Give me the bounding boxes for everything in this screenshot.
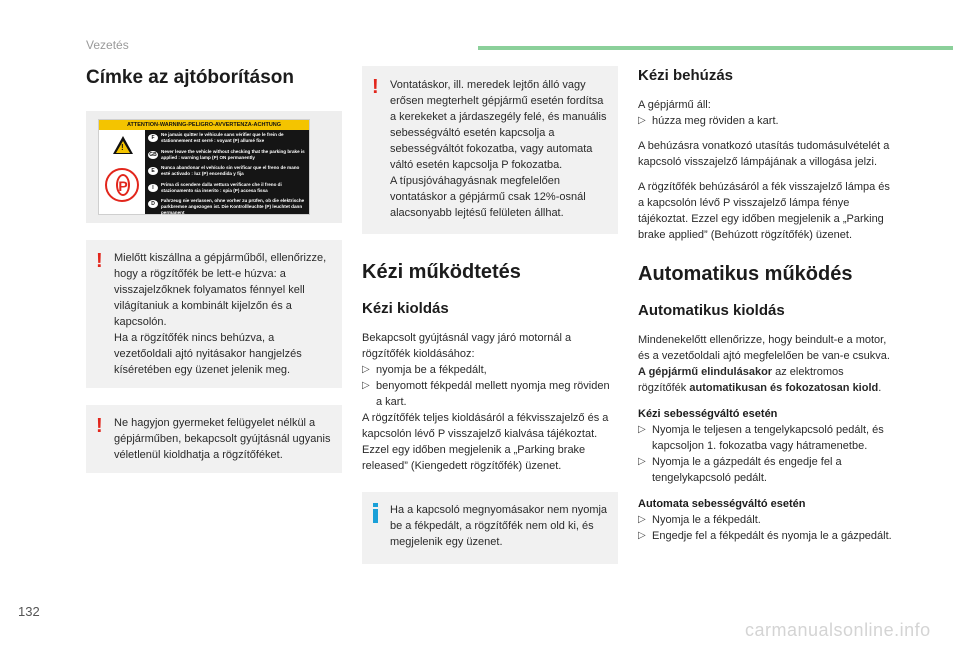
manual-apply-body-1: A behúzásra vonatkozó utasítás tudomásulvételét a kapcsoló visszajelző lámpájának a villogása jelzi. bbox=[638, 140, 890, 168]
country-flag-icon: GB bbox=[149, 151, 157, 158]
automatic-release-title: Automatikus kioldás bbox=[638, 302, 785, 319]
column-3 bbox=[638, 66, 894, 544]
manual-operation-title: Kézi működtetés bbox=[362, 261, 521, 283]
country-flag-icon: E bbox=[148, 167, 158, 175]
list-item: ▷ benyomott fékpedál mellett nyomja meg röviden a kart. bbox=[362, 380, 610, 408]
warning-box bbox=[86, 405, 342, 473]
parking-brake-icon: P bbox=[105, 168, 139, 202]
door-label-image bbox=[86, 111, 342, 223]
list-item: ▷ nyomja be a fékpedált, bbox=[362, 364, 487, 376]
header-accent-bar bbox=[478, 46, 953, 50]
label-row: E Nunca abandonar el vehículo sin verificar que el freno de mano esté activado : luz (P) encendida y fija bbox=[148, 165, 306, 182]
list-item: ▷ Nyomja le teljesen a tengelykapcsoló pedált, és kapcsoljon 1. fokozatba vagy hátramenetbe. bbox=[638, 424, 884, 452]
country-flag-icon: D bbox=[148, 200, 158, 208]
bullet-arrow-icon: ▷ bbox=[638, 514, 646, 525]
warning-box bbox=[362, 66, 618, 234]
bullet-arrow-icon: ▷ bbox=[362, 364, 370, 375]
manual-apply-body-2: A rögzítőfék behúzásáról a fék visszajelző lámpa és a kapcsolón lévő P visszajelző lámpa fénye tájékoztat. Ezzel egy időben megjelenik a „Parking brake applied” (Behúzott rögzítőfék) üzenet. bbox=[638, 181, 890, 241]
manual-release-intro: Bekapcsolt gyújtásnál vagy járó motornál a rögzítőfék kioldásához: bbox=[362, 332, 572, 360]
country-flag-icon: F bbox=[148, 134, 158, 142]
manual-gearbox-title: Kézi sebességváltó esetén bbox=[638, 408, 778, 420]
warning-text: Ne hagyjon gyermeket felügyelet nélkül a gépjárműben, bekapcsolt gyújtásnál ugyanis véletlenül kioldhatja a rögzítőféket. bbox=[114, 417, 331, 461]
warning-exclamation-icon: ! bbox=[372, 76, 379, 98]
list-item: ▷ Engedje fel a fékpedált és nyomja le a gázpedált. bbox=[638, 530, 892, 542]
country-flag-icon: I bbox=[148, 184, 158, 192]
manual-release-body: A rögzítőfék teljes kioldásáról a fékvisszajelző és a kapcsolón lévő P visszajelző kialvása tájékoztat. Ezzel egy időben megjelenik a „Parking brake released” (Kiengedett rögzítőfék) üzenet. bbox=[362, 412, 609, 472]
bullet-arrow-icon: ▷ bbox=[638, 456, 646, 467]
warning-label bbox=[98, 119, 310, 215]
warning-exclamation-icon: ! bbox=[96, 250, 103, 272]
label-warning-banner: ATTENTION-WARNING-PELIGRO-AVVERTENZA-ACHTUNG bbox=[99, 120, 309, 130]
door-label-title: Címke az ajtóborításon bbox=[86, 67, 294, 88]
info-box bbox=[362, 492, 618, 564]
manual-release-title: Kézi kioldás bbox=[362, 300, 449, 317]
list-item: ▷ húzza meg röviden a kart. bbox=[638, 115, 779, 127]
column-1 bbox=[86, 66, 342, 473]
manual-apply-title: Kézi behúzás bbox=[638, 67, 734, 84]
info-icon bbox=[371, 503, 381, 523]
label-row: F Ne jamais quitter le véhicule sans vérifier que le frein de stationnement est serré : voyant (P) allumé fixe bbox=[148, 132, 306, 149]
manual-apply-intro: A gépjármű áll: bbox=[638, 99, 711, 111]
automatic-release-body-2: A gépjármű elindulásakor az elektromos rögzítőfék automatikusan és fokozatosan kiold. bbox=[638, 366, 882, 394]
label-row: I Prima di scendere dalla vettura verificare che il freno di stazionamento sia inserito : spia (P) accesa fissa bbox=[148, 182, 306, 199]
automatic-gearbox-title: Automata sebességváltó esetén bbox=[638, 498, 806, 510]
label-row: GB Never leave the vehicle without checking that the parking brake is applied : warning lamp (P) ON permanently bbox=[149, 148, 305, 160]
list-item: ▷ Nyomja le a fékpedált. bbox=[638, 514, 761, 526]
column-2 bbox=[362, 66, 618, 564]
warning-box bbox=[86, 240, 342, 388]
automatic-release-body-1: Mindenekelőtt ellenőrizze, hogy beindult-e a motor, és a vezetőoldali ajtó megfelelően be van-e csukva. bbox=[638, 334, 890, 362]
bullet-arrow-icon: ▷ bbox=[638, 115, 646, 126]
label-text-panel bbox=[145, 130, 309, 214]
section-header: Vezetés bbox=[86, 38, 129, 52]
list-item: ▷ Nyomja le a gázpedált és engedje fel a tengelykapcsoló pedált. bbox=[638, 456, 842, 484]
automatic-operation-title: Automatikus működés bbox=[638, 263, 853, 285]
warning-exclamation-icon: ! bbox=[96, 415, 103, 437]
watermark: carmanualsonline.info bbox=[745, 620, 931, 640]
warning-text: Mielőtt kiszállna a gépjárműből, ellenőrizze, hogy a rögzítőfék be lett-e húzva: a visszajelzőknek folyamatos fénnyel kell világítaniuk a kombinált kijelzőn és a kapcsolón. Ha a rögzítőfék nincs behúzva, a vezetőoldali ajtó nyitásakor hangjelzés kíséretében egy üzenet jelenik meg. bbox=[114, 252, 327, 376]
label-icons: ! P bbox=[99, 130, 145, 214]
label-row: D Fahrzeug nie verlassen, ohne vorher zu prüfen, ob die elektrische parkbremse angezogen ist. Die Kontrollleuchte (P) leuchtet dann permanent bbox=[148, 198, 306, 215]
warning-text: Vontatáskor, ill. meredek lejtőn álló vagy erősen megterhelt gépjármű esetén fordítsa a kerekeket a járdaszegély felé, és manuális sebességváltó esetén kapcsolja a sebességváltót fokozatba, vagy automata váltó esetén kapcsolja P fokozatba. A típusjóváhagyásnak megfelelően vontatáskor a gépjármű csak 12%-osnál alacsonyabb lejtésű felületen állhat. bbox=[390, 79, 607, 219]
bullet-arrow-icon: ▷ bbox=[638, 530, 646, 541]
page-number: 132 bbox=[18, 604, 40, 619]
bullet-arrow-icon: ▷ bbox=[362, 380, 370, 391]
bullet-arrow-icon: ▷ bbox=[638, 424, 646, 435]
info-text: Ha a kapcsoló megnyomásakor nem nyomja be a fékpedált, a rögzítőfék nem old ki, és megjelenik egy üzenet. bbox=[390, 504, 608, 548]
